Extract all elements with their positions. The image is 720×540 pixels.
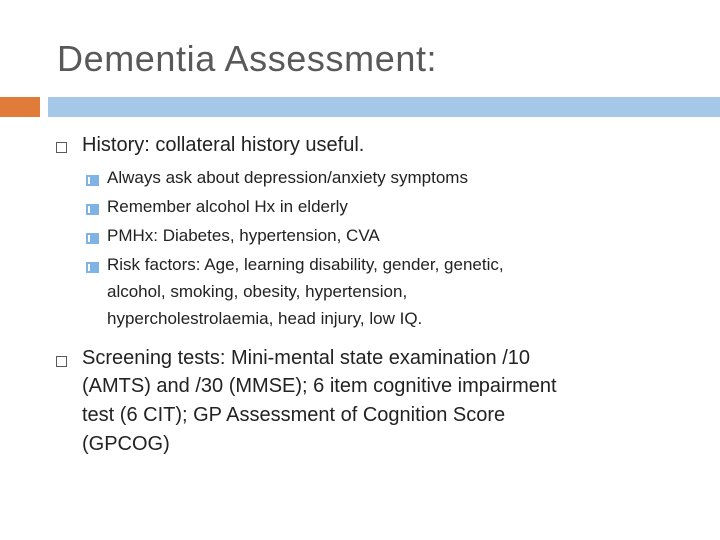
bullet-box-icon [56, 142, 67, 153]
sub-bullet-icon [86, 175, 99, 186]
sub-bullet-icon [86, 262, 99, 273]
bullet-2-line-3: test (6 CIT); GP Assessment of Cognition Score [82, 404, 506, 426]
sub-bullet-icon [86, 204, 99, 215]
bullet-1-text: History: collateral history useful. [82, 134, 365, 156]
subbullet-4-line-2: alcohol, smoking, obesity, hypertension, [107, 282, 408, 301]
subbullet-4-line-1: Risk factors: Age, learning disability, gender, genetic, [107, 255, 504, 274]
slide-title: Dementia Assessment: [57, 38, 438, 79]
subbullet-1-text: Always ask about depression/anxiety symptoms [107, 168, 468, 187]
subbullet-3-text: PMHx: Diabetes, hypertension, CVA [107, 226, 380, 245]
bullet-box-icon [56, 356, 67, 367]
subbullet-4-line-3: hypercholestrolaemia, head injury, low IQ. [107, 309, 423, 328]
accent-band-blue [48, 97, 720, 117]
accent-band-orange [0, 97, 40, 117]
subbullet-2-text: Remember alcohol Hx in elderly [107, 197, 348, 216]
bullet-2-line-4: (GPCOG) [82, 433, 170, 455]
sub-bullet-icon [86, 233, 99, 244]
bullet-2-line-2: (AMTS) and /30 (MMSE); 6 item cognitive impairment [82, 375, 557, 397]
bullet-2-line-1: Screening tests: Mini-mental state examination /10 [82, 347, 530, 369]
